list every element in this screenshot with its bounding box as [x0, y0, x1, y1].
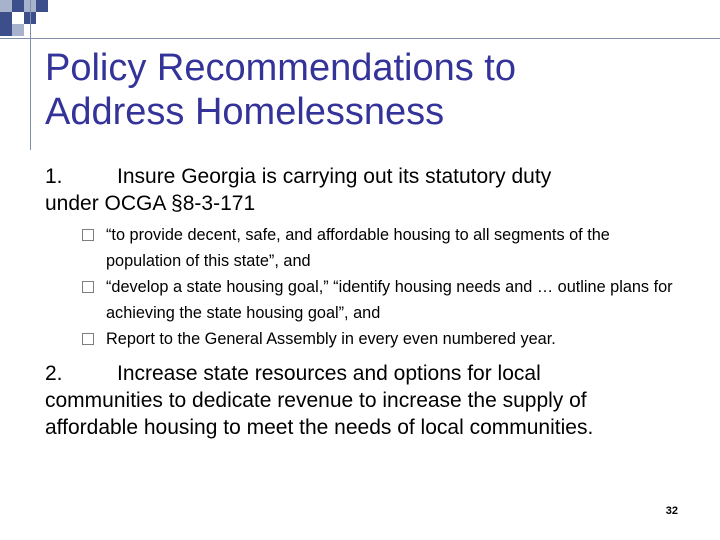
item-number: 1.	[45, 165, 63, 188]
corner-square	[12, 24, 24, 36]
item-text: communities to dedicate revenue to increase the supply of	[45, 389, 587, 412]
title-line: Address Homelessness	[45, 91, 445, 133]
bullet-text: Report to the General Assembly in every even numbered year.	[106, 330, 556, 348]
checkbox-bullet-icon	[82, 333, 94, 345]
corner-square	[12, 0, 24, 12]
item-text: Insure Georgia is carrying out its statutory duty	[117, 165, 552, 188]
bullet-list	[82, 222, 682, 352]
checkbox-bullet-icon	[82, 281, 94, 293]
recommendation-2	[45, 360, 685, 441]
item-text: under OCGA §8-3-171	[45, 192, 256, 215]
list-item	[82, 222, 682, 274]
corner-square	[0, 0, 12, 12]
horizontal-rule	[0, 38, 720, 39]
vertical-rule	[30, 0, 31, 150]
item-number: 2.	[45, 362, 63, 385]
corner-square	[0, 24, 12, 36]
checkbox-bullet-icon	[82, 229, 94, 241]
item-text: Increase state resources and options for local	[117, 362, 541, 385]
corner-square	[0, 12, 12, 24]
page-number: 32	[665, 505, 678, 517]
recommendation-1	[45, 163, 685, 217]
title-line: Policy Recommendations to	[45, 47, 516, 89]
corner-square	[36, 0, 48, 12]
list-item	[82, 326, 682, 352]
list-item	[82, 274, 682, 326]
bullet-text: “to provide decent, safe, and affordable housing to all segments of the population of this state”, and	[106, 226, 610, 270]
slide-title	[45, 46, 685, 134]
item-text: affordable housing to meet the needs of local communities.	[45, 416, 594, 439]
bullet-text: “develop a state housing goal,” “identify housing needs and … outline plans for achieving the state housing goal”, and	[106, 278, 673, 322]
